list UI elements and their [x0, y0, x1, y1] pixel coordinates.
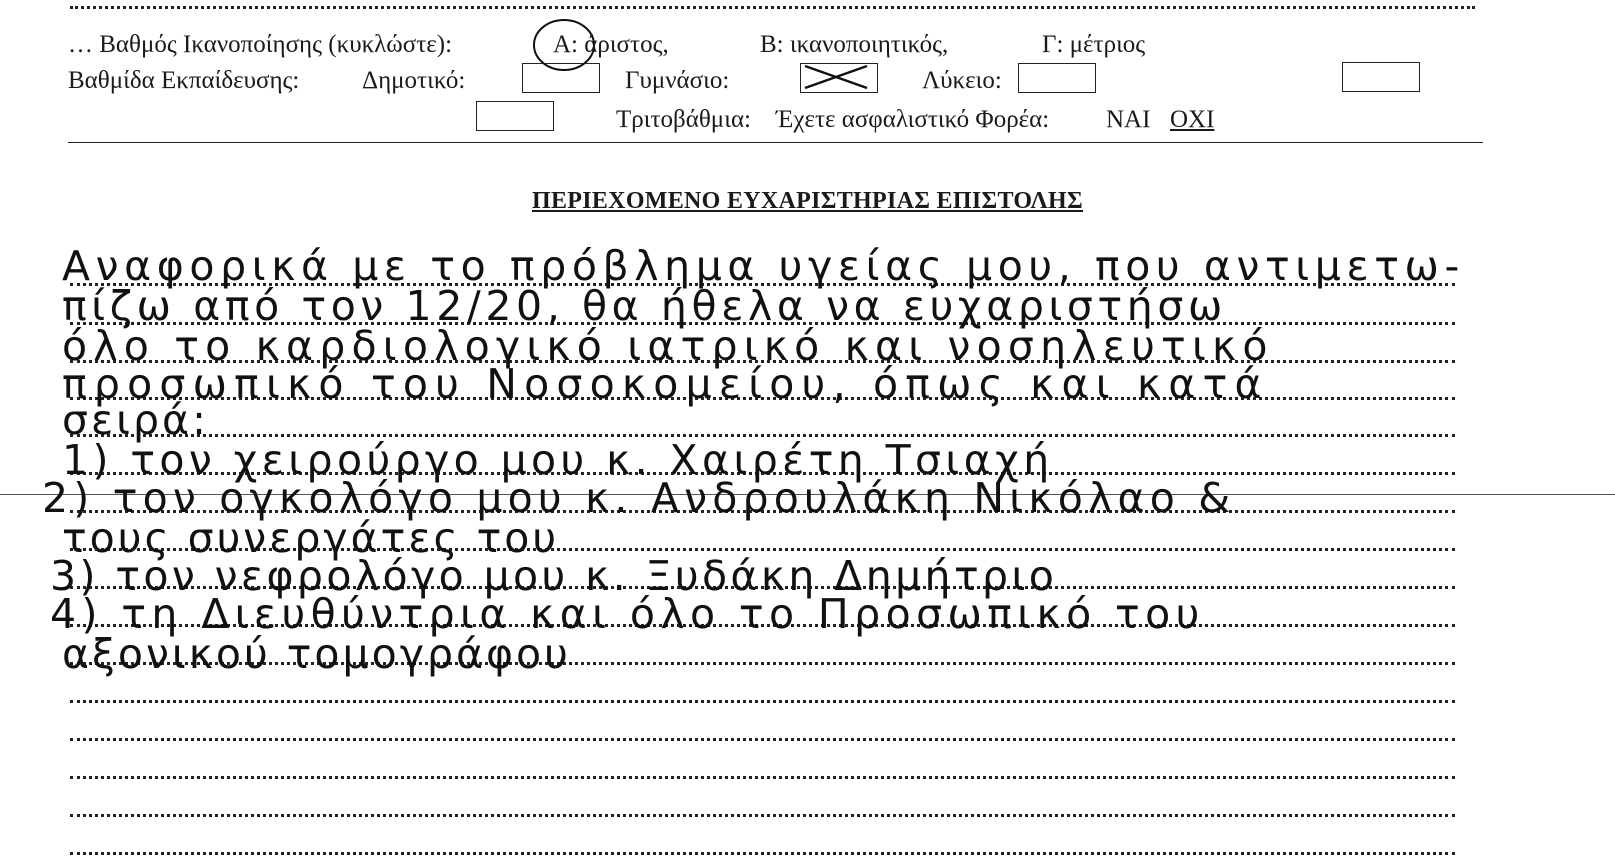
insurance-no[interactable]: ΟΧΙ — [1170, 106, 1215, 133]
handwritten-line: 1) τον χειρούργο μου κ. Χαιρέτη Τσιαχή — [62, 436, 1054, 484]
writing-line — [70, 776, 1455, 779]
letter-title: ΠΕΡΙΕΧΟΜΕΝΟ ΕΥΧΑΡΙΣΤΗΡΙΑΣ ΕΠΙΣΤΟΛΗΣ — [532, 188, 1083, 214]
handwritten-line: πίζω από τον 12/20, θα ήθελα να ευχαριστήσω — [62, 282, 1227, 330]
handwritten-line: Αναφορικά με το πρόβλημα υγείας μου, που αντιμετω- — [62, 242, 1465, 290]
handwritten-line: 3) τον νεφρολόγο μου κ. Ξυδάκη Δημήτριο — [50, 552, 1058, 600]
gymnasium-label: Γυμνάσιο: — [625, 67, 730, 94]
satisfaction-label: … Βαθμός Ικανοποίησης (κυκλώστε): — [68, 31, 453, 58]
handwritten-line: τους συνεργάτες του — [62, 514, 560, 562]
primary-label: Δημοτικό: — [362, 67, 466, 94]
handwritten-line: αξονικού τομογράφου — [62, 630, 571, 678]
gymnasium-checkbox[interactable] — [800, 63, 878, 93]
cross-mark-icon — [799, 62, 877, 92]
writing-line — [70, 852, 1455, 855]
education-label: Βαθμίδα Εκπαίδευσης: — [68, 67, 300, 94]
handwritten-line: 4) τη Διευθύντρια και όλο το Προσωπικό του — [50, 590, 1205, 638]
tertiary-label: Τριτοβάθμια: — [616, 106, 751, 133]
top-dotted-line — [70, 6, 1475, 9]
insurance-question: Έχετε ασφαλιστικό Φορέα: — [776, 106, 1050, 133]
handwritten-line: 2) τον ογκολόγο μου κ. Ανδρουλάκη Νικόλαο & — [42, 474, 1236, 522]
lyceum-checkbox[interactable] — [1018, 63, 1096, 93]
primary-checkbox[interactable] — [522, 63, 600, 93]
writing-line — [70, 700, 1455, 703]
writing-line — [70, 814, 1455, 817]
handwritten-line: σειρά: — [62, 396, 209, 444]
writing-line — [70, 738, 1455, 741]
section-divider — [68, 142, 1483, 143]
lyceum-label: Λύκειο: — [922, 67, 1002, 94]
insurance-yes[interactable]: ΝΑΙ — [1106, 106, 1151, 133]
option-a[interactable]: Α: άριστος, — [553, 31, 669, 58]
handwritten-line: προσωπικό του Νοσοκομείου, όπως και κατά — [62, 360, 1269, 408]
extra-checkbox[interactable] — [1342, 62, 1420, 92]
option-g[interactable]: Γ: μέτριος — [1042, 31, 1146, 58]
handwritten-line: όλο το καρδιολογικό ιατρικό και νοσηλευτικό — [62, 322, 1274, 370]
option-b[interactable]: Β: ικανοποιητικός, — [760, 31, 949, 58]
tertiary-checkbox[interactable] — [476, 101, 554, 131]
